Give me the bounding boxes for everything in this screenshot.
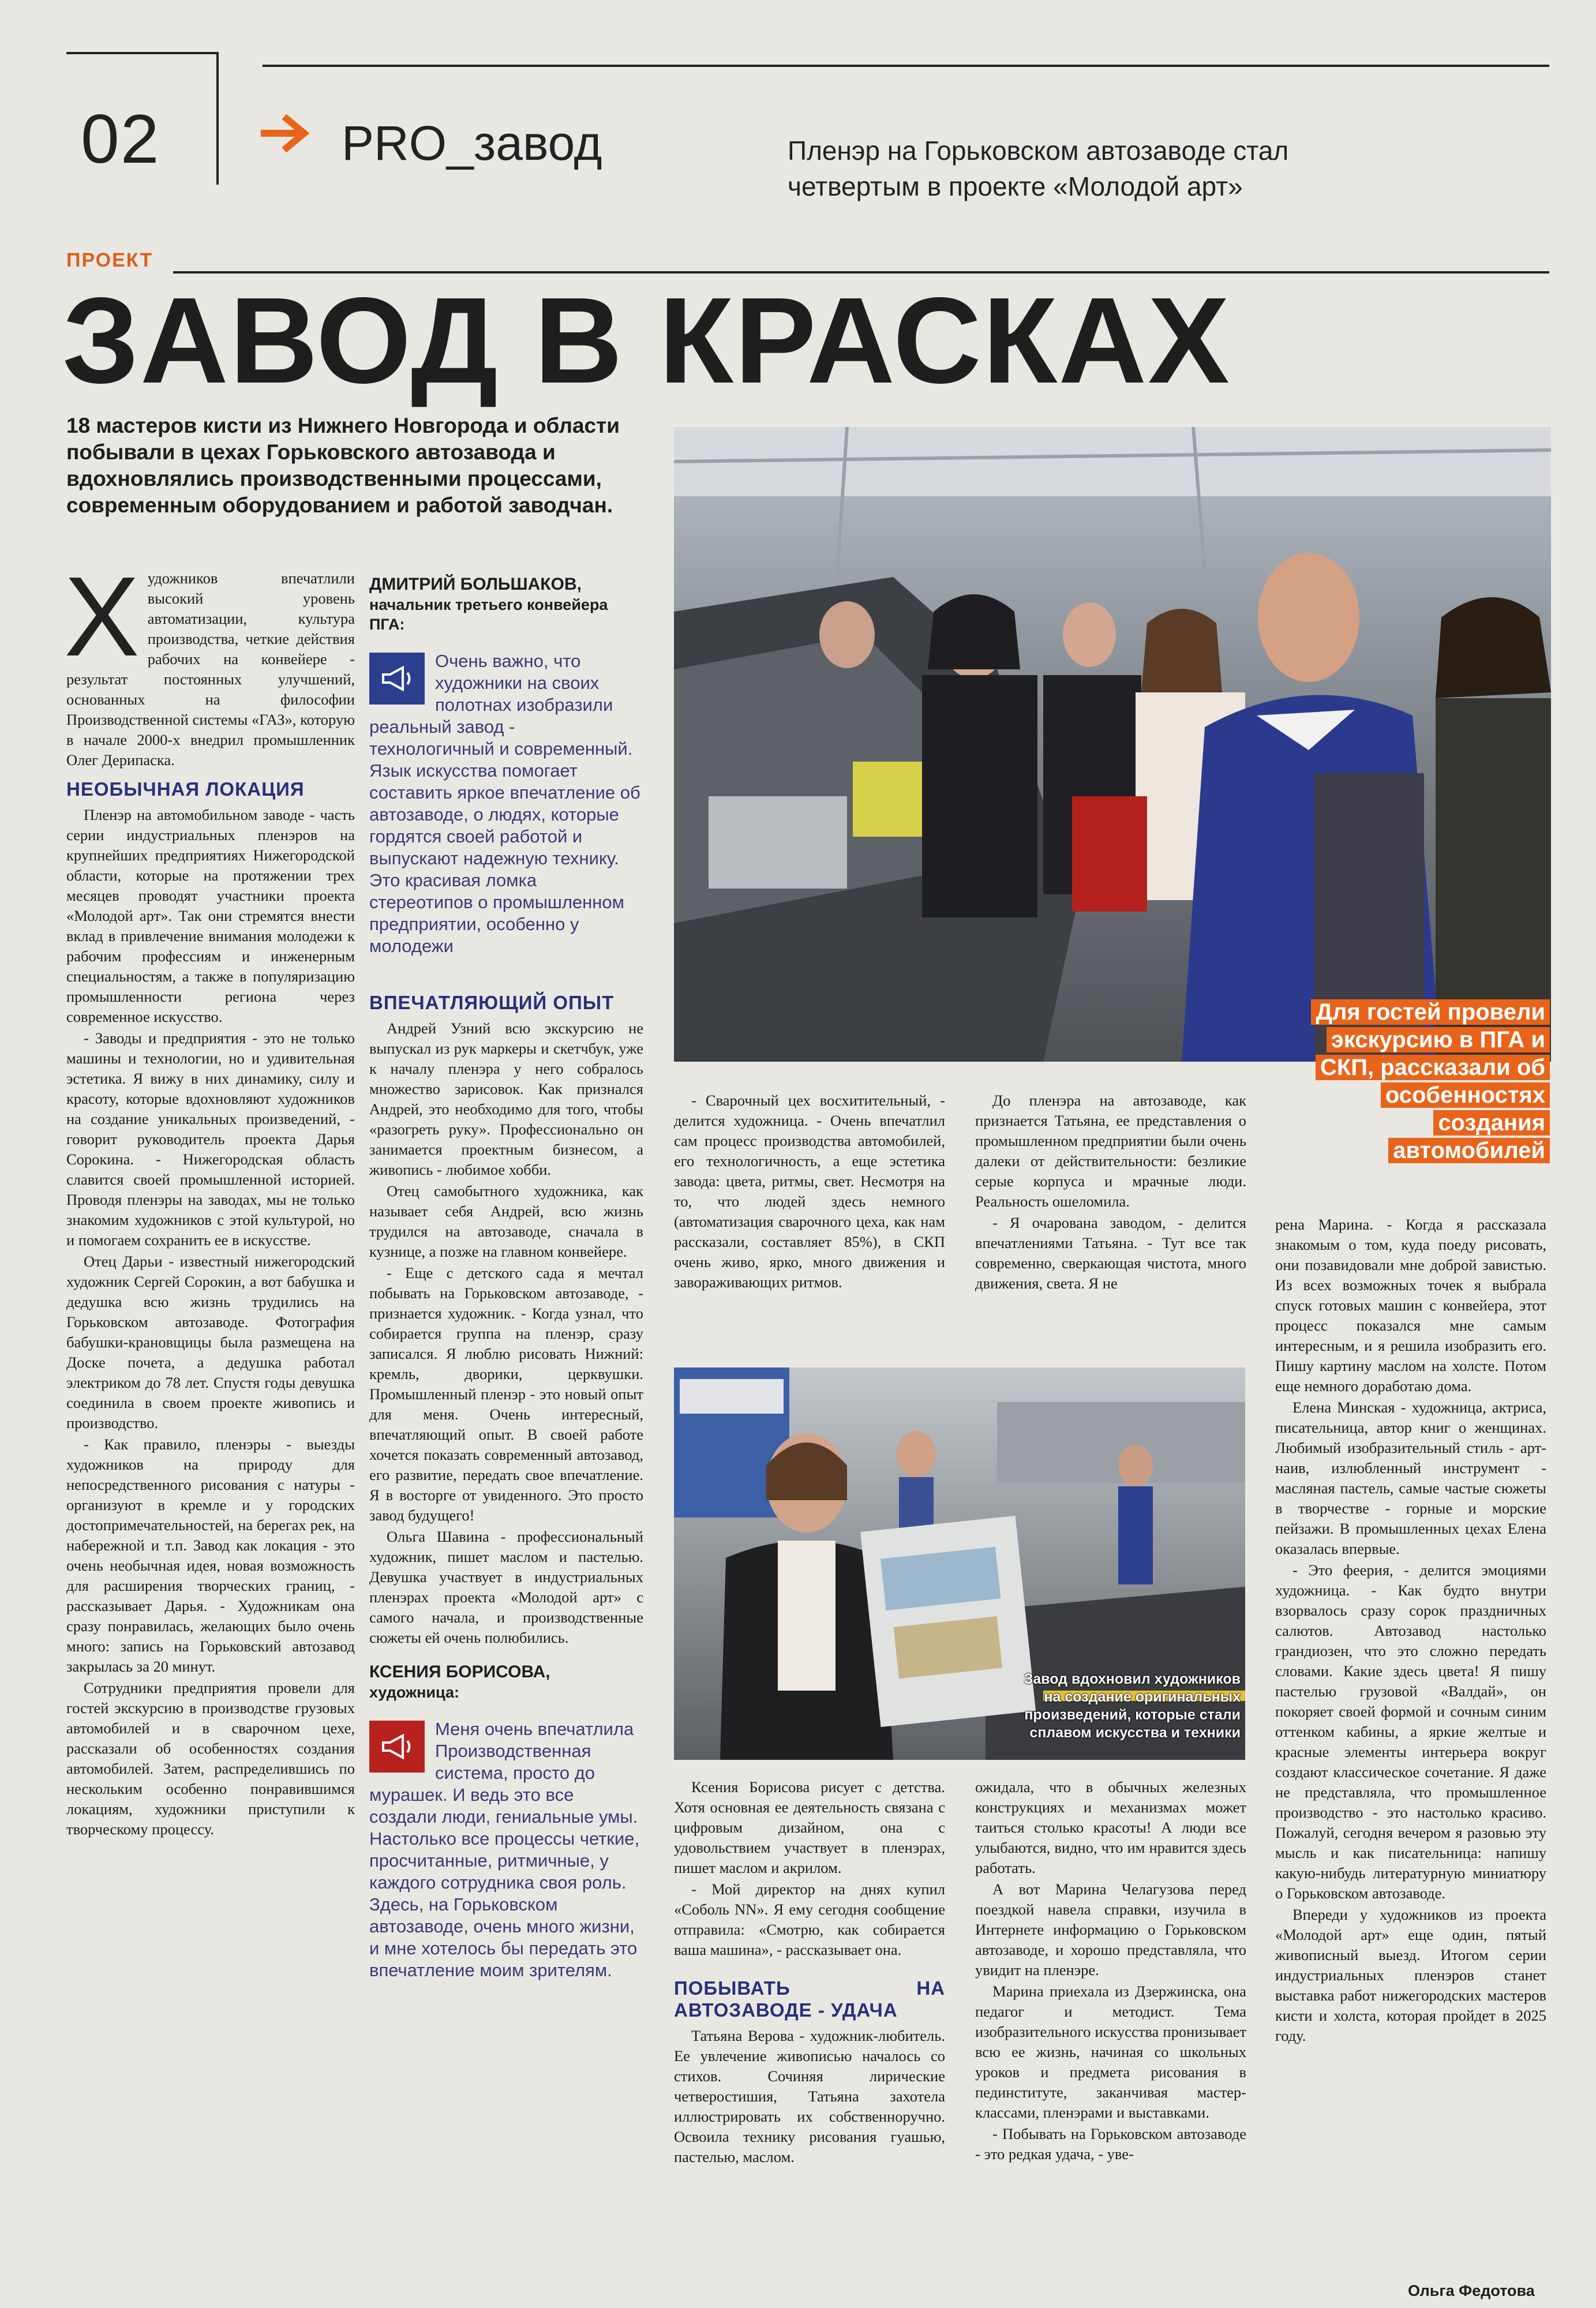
- header-rule-top: [263, 65, 1549, 67]
- arrow-right-icon: [261, 113, 313, 153]
- paragraph: - Еще с детского сада я мечтал побывать на Горьковском автозаводе, - признается художник. - Когда узнал, что собирается группа на пленэр, сразу записался. Я люблю рисовать Нижний: кремль, дворики, церквушки. Промышленный пленэр - это новый опыт для меня. Очень интересный, впечатляющий опыт. В своей работе хочется показать современный автозавод, его развитие, передать свое впечатление. Я в восторге от увиденного. Это просто завод будущего!: [369, 1264, 643, 1524]
- photo-caption: Завод вдохновил художников на создание оригинальных произведений, которые стали сплавом искусства и техники: [1024, 1671, 1241, 1741]
- column-2: [369, 574, 643, 1981]
- article-title: ЗАВОД В КРАСКАХ: [62, 272, 1231, 409]
- dropcap: Х: [64, 553, 140, 680]
- photo-caption: Для гостей провели экскурсию в ПГА и СКП, рассказали об особенностях создания автомобилей: [1302, 998, 1550, 1164]
- quote-text: Очень важно, что художники на своих полотнах изобразили реальный завод - технологичный и современный. Язык искусства помогает составить яркое впечатление об автозаводе, о людях, которые гордятся своей работой и выпускают надежную технику. Это красивая ломка стереотипов о промышленном предприятии, особенно у молодежи: [369, 651, 640, 956]
- paragraph: А вот Марина Челагузова перед поездкой навела справки, изучила в Интернете информацию о Горьковском автозаводе, и хорошо представляла, что увидит на пленэре.: [975, 1880, 1246, 1979]
- paragraph: - Сварочный цех восхитительный, - делится художница. - Очень впечатлил сам процесс производства автомобилей, его технологичность, а еще эстетика завода: цвета, ритмы, свет. Несмотря на то, что людей здесь немного (автоматизация сварочного цеха, как нам рассказали, составляет 85%), в СКП очень живо, ярко, много движения и завораживающих ритмов.: [674, 1092, 945, 1291]
- article-kicker: ПРОЕКТ: [66, 249, 153, 271]
- photo-factory-tour: [674, 427, 1551, 1062]
- paragraph: Ольга Шавина - профессиональный художник, пишет маслом и пастелью. Девушка участвует в индустриальных пленэрах проекта «Молодой арт» с самого начала, и производственные сюжеты ей очень полюбились.: [369, 1528, 643, 1646]
- paragraph: - Как правило, пленэры - выезды художников на природу для непосредственного рисования с натуры - организуют в кремле и у городских достопримечательностей, на берегах рек, на набережной и т.п. Завод как локация - это очень необычная идея, новая возможность для расширения творческих границ, - рассказывает Дарья. - Художникам она сразу понравилась, желающих было очень много: запись на Горьковский автозавод закрылась за 20 минут.: [66, 1436, 355, 1675]
- paragraph: Пленэр на автомобильном заводе - часть серии индустриальных пленэров на крупнейших предприятиях Нижегородской области, которые на протяжении трех месяцев проводят участники проекта «Молодой арт». Так они стремятся внести вклад в привлечение внимания молодежи к рабочим профессиям и инженерным специальностям, а также в популяризацию промышленности региона через современное искусство.: [66, 806, 355, 1025]
- column-3b: [975, 1091, 1246, 1295]
- quote-author-name: ДМИТРИЙ БОЛЬШАКОВ,: [369, 575, 582, 594]
- column-3a: [674, 1091, 945, 1294]
- paragraph: До пленэра на автозаводе, как признается Татьяна, ее представления о промышленном предприятии были очень далеки от действительности: безликие серые корпуса и мрачные люди. Реальность ошеломила.: [975, 1092, 1246, 1210]
- paragraph: Елена Минская - художница, актриса, писательница, автор книг о женщинах. Любимый изобразительный стиль - арт-наив, излюбленный инструмент - масляная пастель, самые частые сюжеты в творчестве - горные и морские пейзажи. В промышленных цехах Елена оказалась впервые.: [1275, 1399, 1546, 1557]
- quote-text: Меня очень впечатлила Производственная система, просто до мурашек. И ведь это все создали люди, гениальные умы. Настолько все процессы четкие, просчитанные, ритмичные, у каждого сотрудника своя роль. Здесь, на Горьковском автозаводе, очень много жизни, и мне хотелось бы передать это впечатление моим зрителям.: [369, 1719, 640, 1980]
- paragraph: - Заводы и предприятия - это не только машины и технологии, но и удивительная эстетика. Я вижу в них динамику, силу и красоту, которые вдохновляют художников на создание уникальных произведений, - говорит руководитель проекта Дарья Сорокина. - Нижегородская область славится своей промышленной историей. Проводя пленэры на заводах, мы не только знакомим художников с этой культурой, но и помогаем сохранить ее в искусстве.: [66, 1029, 355, 1249]
- quote-author-name: КСЕНИЯ БОРИСОВА,: [369, 1662, 550, 1681]
- paragraph: - Это феерия, - делится эмоциями художница. - Как будто внутри взорвалось сразу сорок праздничных салютов. Автозавод настолько грандиозен, что это сложно передать словами. Какие здесь цвета! Я пишу пастелью грузовой «Валдай», он покоряет своей формой и сочным синим оттенком кабины, а яркие желтые и красные элементы интерьера вокруг создают классическое сочетание. Я даже не представляла, что промышленное производство - это настолько красиво. Пожалуй, сегодня вечером я разовью эту мысль и как писательница: напишу какую-нибудь литературную миниатюру о Горьковском автозаводе.: [1275, 1561, 1546, 1902]
- paragraph: Андрей Узний всю экскурсию не выпускал из рук маркеры и скетчбук, уже к началу пленэра у него собралось множество зарисовок. Как признался Андрей, это необходимо для того, чтобы «разогреть руку». Профессионально он занимается проектным бизнесом, а живопись - любимое хобби.: [369, 1020, 643, 1178]
- quote-block: [369, 1718, 643, 1981]
- article-lead: 18 мастеров кисти из Нижнего Новгорода и области побывали в цехах Горьковского автозавода и вдохновлялись производственными процессами, современным оборудованием и работой заводчан.: [66, 414, 620, 517]
- quote-block: [369, 650, 643, 957]
- quote-author-role: художница:: [369, 1684, 459, 1701]
- paragraph: рена Марина. - Когда я рассказала знакомым о том, куда поеду рисовать, они позавидовали мне доброй завистью. Из всех возможных точек я выбрала спуск готовых машин с конвейера, этот процесс показался мне самым интересным, и я решила изобразить его. Пишу картину маслом на холсте. Потом еще немного доработаю дома.: [1275, 1216, 1546, 1395]
- subhead-impressive-experience: ВПЕЧАТЛЯЮЩИЙ ОПЫТ: [369, 992, 615, 1013]
- subhead-lucky-visit: ПОБЫВАТЬ НА АВТОЗАВОДЕ - УДАЧА: [674, 1977, 945, 2021]
- megaphone-icon: [369, 653, 425, 705]
- section-name: PRO_завод: [342, 116, 602, 170]
- paragraph: ожидала, что в обычных железных конструкциях и механизмах может таиться столько красоты! А люди все улыбаются, видно, что им нравится здесь работать.: [975, 1778, 1246, 1876]
- column-2-text: [369, 1018, 643, 1648]
- paragraph: - Мой директор на днях купил «Соболь NN». Я ему сегодня сообщение отправила: «Смотрю, как собирается ваша машина», - рассказывает она.: [674, 1880, 945, 1958]
- paragraph: Впереди у художников из проекта «Молодой арт» еще один, пятый живописный выезд. Итогом серии индустриальных пленэров станет выставка работ нижегородских мастеров кисти и холста, которая пройдет в 2025 году.: [1275, 1906, 1546, 2044]
- column-4: [1275, 1215, 1546, 2047]
- column-1: [64, 553, 355, 1841]
- paragraph: - Побывать на Горьковском автозаводе - это редкая удача, - уве-: [975, 2125, 1246, 2163]
- paragraph: Сотрудники предприятия провели для гостей экскурсию в производстве грузовых автомобилей и в сварочном цехе, рассказали об особенностях создания автомобилей. Затем, распределившись по нескольким особенно понравившимся локациям, художники приступили к творческому процессу.: [66, 1679, 355, 1838]
- quote-author-role: начальник третьего конвейера ПГА:: [369, 596, 608, 633]
- header-subtitle: Пленэр на Горьковском автозаводе стал четвертым в проекте «Молодой арт»: [788, 136, 1289, 201]
- paragraph: Отец самобытного художника, как называет себя Андрей, всю жизнь трудился на автозаводе, сначала в кузнице, а позже на главном конвейере.: [369, 1182, 643, 1260]
- subhead-unusual-location: НЕОБЫЧНАЯ ЛОКАЦИЯ: [66, 778, 305, 800]
- paragraph: Отец Дарьи - известный нижегородский художник Сергей Сорокин, а вот бабушка и дедушка всю жизнь трудились на Горьковском автозаводе. Фотография бабушки-крановщицы была размещена на Доске почета, а дедушка работал электриком до 78 лет. Спустя годы девушка соединила в своем проекте живопись и производство.: [66, 1253, 355, 1432]
- header-rule-left: [66, 52, 218, 54]
- header-divider: [216, 52, 219, 185]
- paragraph: - Я очарована заводом, - делится впечатлениями Татьяна. - Тут все так современно, сверкающая чистота, много движения, света. Я не: [975, 1214, 1246, 1292]
- paragraph: Татьяна Верова - художник-любитель. Ее увлечение живописью началось со стихов. Сочиняя лирические четверостишия, Татьяна захотела иллюстрировать их собственноручно. Освоила технику рисования гуашью, пастелью, маслом.: [674, 2027, 945, 2165]
- author-byline: Ольга Федотова: [1408, 2282, 1535, 2299]
- paragraph: Марина приехала из Дзержинска, она педагог и методист. Тема изобразительного искусства пронизывает всю ее жизнь, начиная со школьных уроков и предмета рисования в пединституте, заканчивая мастер-классами, пленэрами и выставками.: [975, 1983, 1246, 2121]
- column-3c: [674, 1777, 945, 2168]
- paragraph: Ксения Борисова рисует с детства. Хотя основная ее деятельность связана с цифровым дизайном, она с удовольствием участвует в пленэрах, пишет маслом и акрилом.: [674, 1778, 945, 1876]
- page-number: 02: [81, 100, 160, 178]
- intro-paragraph: Художников впечатлили высокий уровень автоматизации, культура производства, четкие действия рабочих на конвейере - результат постоянных улучшений, основанных на философии Производственной системы «ГАЗ», которую в начале 2000-х внедрил промышленник Олег Дерипаска.: [64, 553, 355, 769]
- column-3d: [975, 1777, 1246, 2165]
- megaphone-icon: [369, 1721, 425, 1773]
